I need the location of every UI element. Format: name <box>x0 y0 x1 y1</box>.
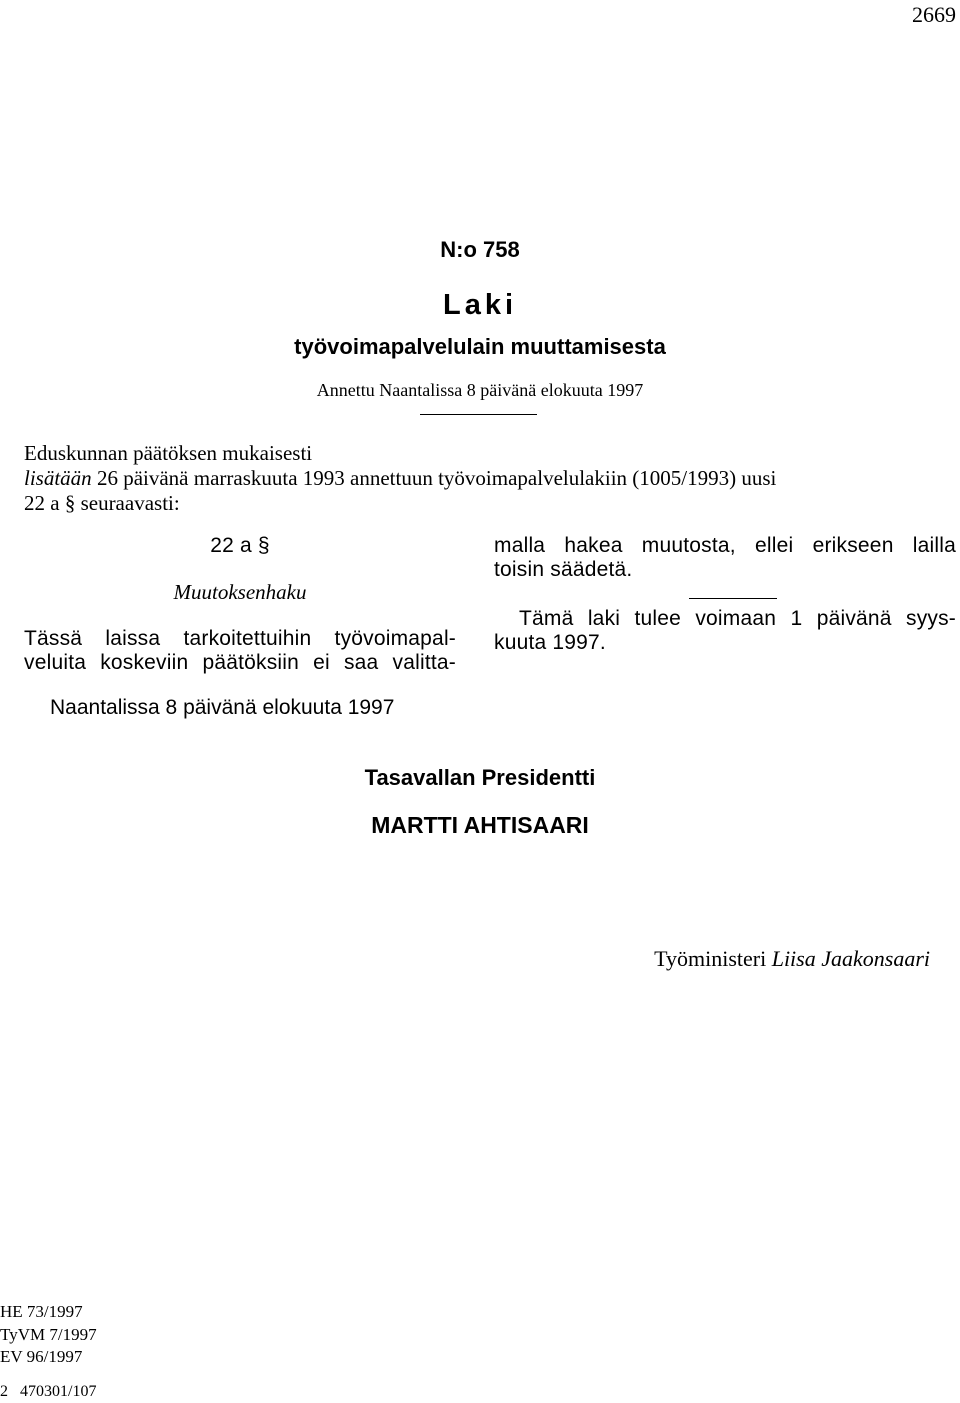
section-text-line: Tässä laissa tarkoitettuihin työvoimapal- <box>24 627 456 650</box>
minister-signature <box>654 946 930 972</box>
enacting-clause-line-3: 22 a § seuraavasti: <box>24 491 180 515</box>
statute-number: N:o 758 <box>440 237 520 262</box>
title-divider <box>420 414 537 415</box>
given-date-line: Annettu Naantalissa 8 päivänä elokuuta 1997 <box>316 380 644 400</box>
entry-into-force-line-2: kuuta 1997. <box>494 631 606 654</box>
page-number: 2669 <box>912 2 956 27</box>
print-code: 2 470301/107 <box>0 1383 97 1400</box>
reference-parliament-reply: EV 96/1997 <box>0 1347 83 1366</box>
enacting-clause-text: 26 päivänä marraskuuta 1993 annettuun työvoimapalvelulakiin (1005/1993) uusi <box>91 466 777 490</box>
section-divider <box>689 598 777 599</box>
section-heading: 22 a § <box>210 534 270 557</box>
enacting-clause-line-2 <box>24 466 776 491</box>
reference-government-bill: HE 73/1997 <box>0 1302 83 1321</box>
document-type-title: Laki <box>442 289 518 321</box>
reference-committee-report: TyVM 7/1997 <box>0 1325 97 1344</box>
section-text-line: veluita koskeviin päätöksiin ei saa valitta- <box>24 651 456 674</box>
minister-name: Liisa Jaakonsaari <box>771 946 930 971</box>
signing-place-date: Naantalissa 8 päivänä elokuuta 1997 <box>50 696 395 719</box>
president-name: MARTTI AHTISAARI <box>371 812 589 838</box>
president-title: Tasavallan Presidentti <box>364 765 596 790</box>
section-title: Muutoksenhaku <box>173 580 307 604</box>
enacting-verb: lisätään <box>24 466 92 490</box>
enacting-clause-line-1: Eduskunnan päätöksen mukaisesti <box>24 441 313 465</box>
entry-into-force-line-1: Tämä laki tulee voimaan 1 päivänä syys- <box>519 607 956 630</box>
document-subject: työvoimapalvelulain muuttamisesta <box>294 334 666 359</box>
minister-title: Työministeri <box>654 946 767 971</box>
section-text-line: malla hakea muutosta, ellei erikseen lailla <box>494 534 956 557</box>
section-text-line: toisin säädetä. <box>494 558 633 581</box>
